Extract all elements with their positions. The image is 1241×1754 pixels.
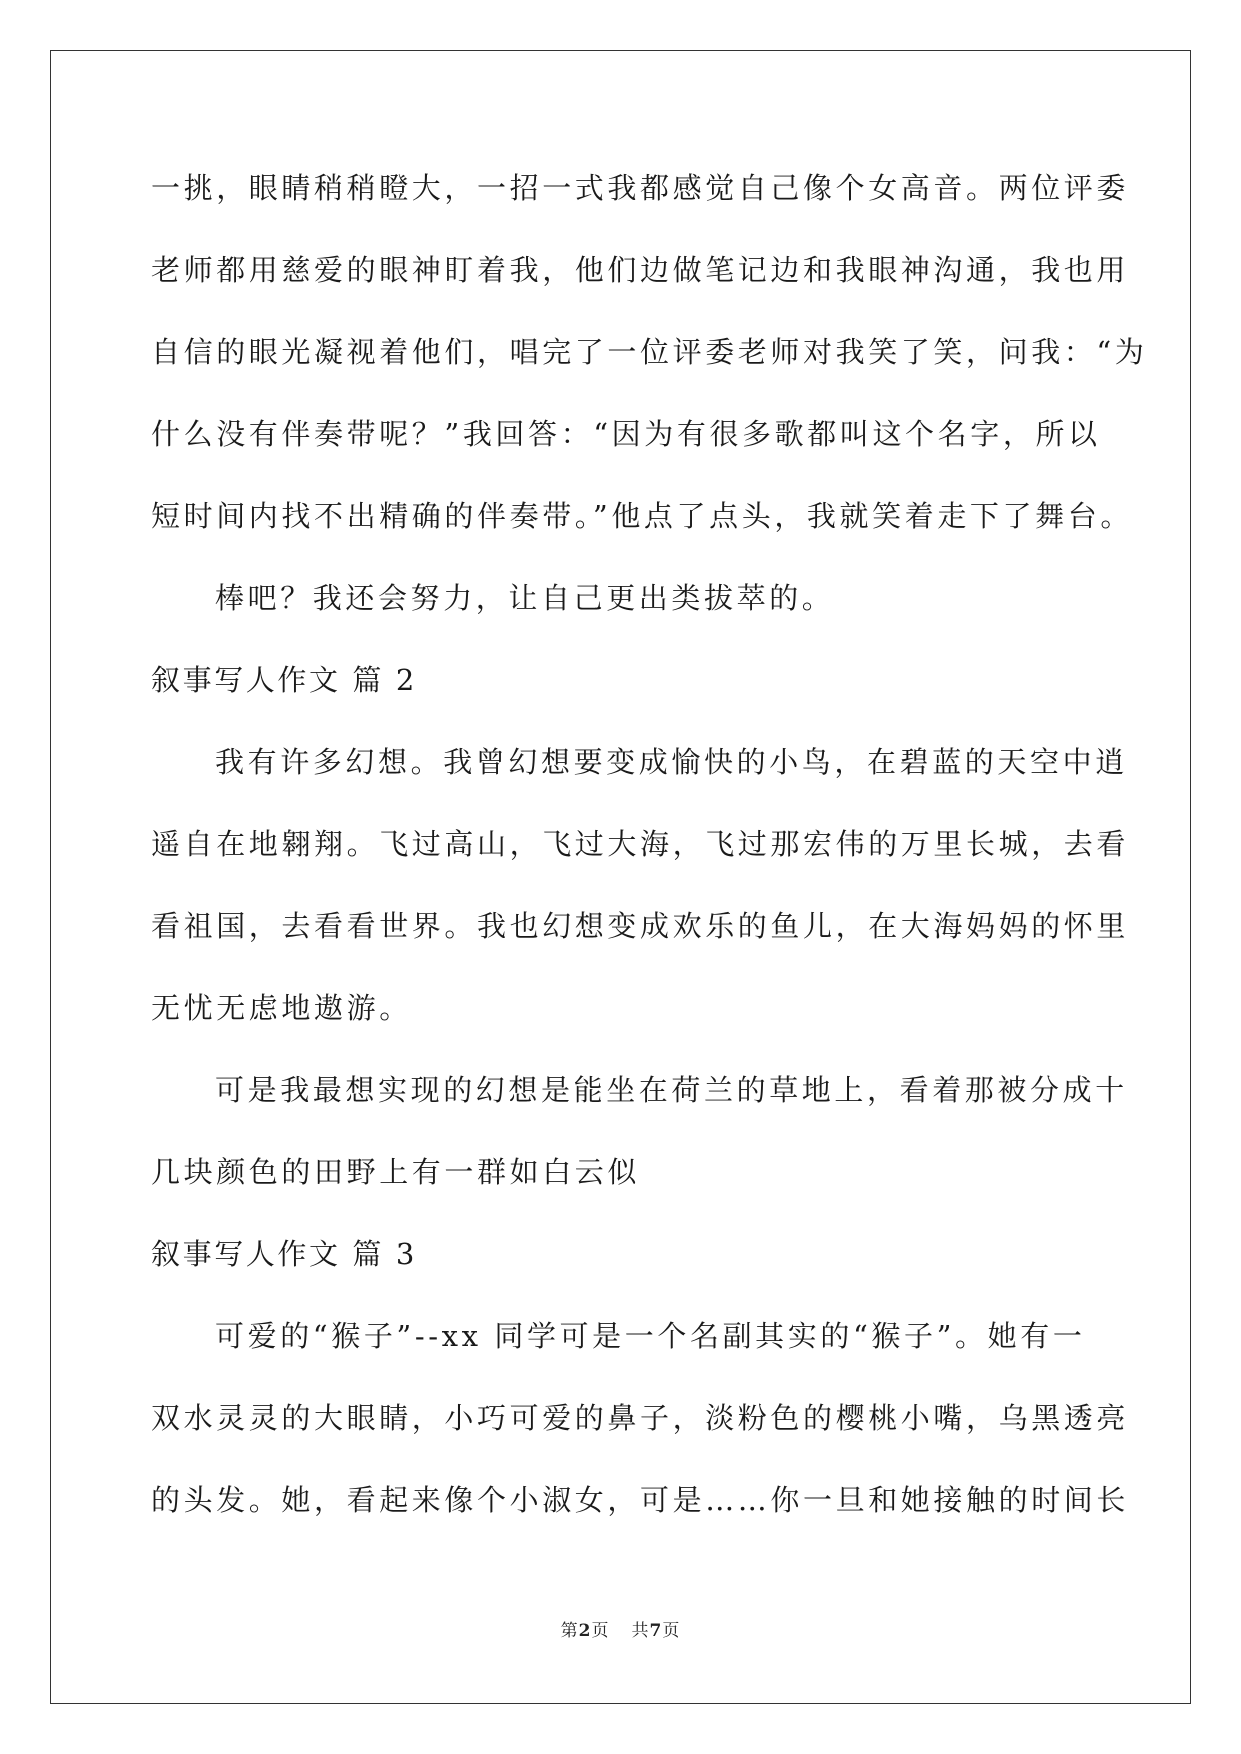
footer-total-suffix: 页	[662, 1621, 681, 1641]
text-line: 老师都用慈爱的眼神盯着我，他们边做笔记边和我眼神沟通，我也用	[151, 253, 1130, 287]
page-footer	[0, 1616, 1241, 1641]
text-line: 可是我最想实现的幻想是能坐在荷兰的草地上，看着那被分成十	[215, 1073, 1128, 1107]
section-heading: 叙事写人作文 篇 2	[151, 663, 417, 697]
footer-total-pages: 7	[649, 1621, 663, 1641]
text-line: 我有许多幻想。我曾幻想要变成愉快的小鸟，在碧蓝的天空中逍	[215, 745, 1128, 779]
text-line: 自信的眼光凝视着他们，唱完了一位评委老师对我笑了笑，问我：“为	[151, 335, 1148, 369]
text-line: 双水灵灵的大眼睛，小巧可爱的鼻子，淡粉色的樱桃小嘴，乌黑透亮	[151, 1401, 1130, 1435]
text-line: 棒吧？我还会努力，让自己更出类拔萃的。	[215, 581, 835, 615]
footer-page-suffix: 页	[591, 1621, 610, 1641]
footer-total-prefix: 共	[631, 1621, 650, 1641]
document-body	[151, 160, 1148, 1554]
text-line: 看祖国，去看看世界。我也幻想变成欢乐的鱼儿，在大海妈妈的怀里	[151, 909, 1130, 943]
footer-page-prefix: 第	[560, 1621, 579, 1641]
text-line: 无忧无虑地遨游。	[151, 991, 412, 1025]
text-line: 一挑，眼睛稍稍瞪大，一招一式我都感觉自己像个女高音。两位评委	[151, 171, 1130, 205]
text-line: 什么没有伴奏带呢？”我回答：“因为有很多歌都叫这个名字，所以	[151, 417, 1101, 451]
text-line: 的头发。她，看起来像个小淑女，可是……你一旦和她接触的时间长	[151, 1483, 1130, 1517]
text-line: 可爱的“猴子”--xx 同学可是一个名副其实的“猴子”。她有一	[215, 1319, 1086, 1353]
text-line: 几块颜色的田野上有一群如白云似	[151, 1155, 641, 1189]
text-line: 短时间内找不出精确的伴奏带。”他点了点头，我就笑着走下了舞台。	[151, 499, 1133, 533]
text-line: 遥自在地翱翔。飞过高山，飞过大海，飞过那宏伟的万里长城，去看	[151, 827, 1130, 861]
section-heading: 叙事写人作文 篇 3	[151, 1237, 417, 1271]
footer-page-number: 2	[578, 1621, 592, 1641]
